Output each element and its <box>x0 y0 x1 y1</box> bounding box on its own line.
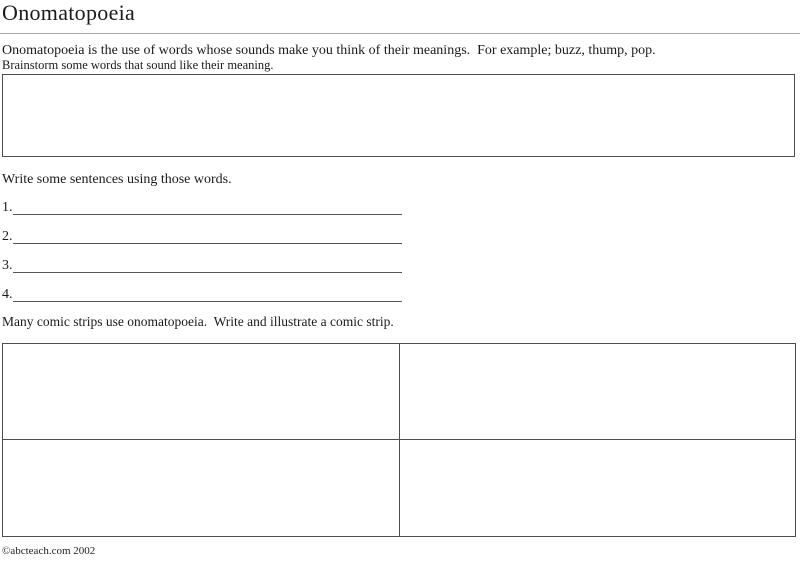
brainstorm-prompt: Brainstorm some words that sound like their meaning. <box>2 58 274 72</box>
sentence-number: 3. <box>2 258 13 273</box>
sentence-number: 1. <box>2 200 13 215</box>
brainstorm-box[interactable] <box>2 74 795 157</box>
comic-panel[interactable] <box>3 344 400 440</box>
comic-panel[interactable] <box>3 440 400 537</box>
sentences-prompt: Write some sentences using those words. <box>2 172 232 187</box>
page-title: Onomatopoeia <box>2 0 136 25</box>
sentence-row <box>2 258 402 273</box>
sentence-writing-line[interactable] <box>13 229 402 244</box>
comic-panel[interactable] <box>400 440 796 537</box>
comic-panel[interactable] <box>400 344 796 440</box>
sentence-writing-line[interactable] <box>13 200 402 215</box>
sentence-row <box>2 229 402 244</box>
sentence-number: 4. <box>2 287 13 302</box>
sentence-writing-line[interactable] <box>13 287 402 302</box>
copyright-text: ©abcteach.com 2002 <box>2 545 96 557</box>
comic-strip-grid <box>2 343 796 537</box>
sentence-row <box>2 200 402 215</box>
sentence-row <box>2 287 402 302</box>
comic-prompt: Many comic strips use onomatopoeia. Write and illustrate a comic strip. <box>2 314 394 329</box>
sentence-number: 2. <box>2 229 13 244</box>
title-divider <box>0 33 800 34</box>
definition-text: Onomatopoeia is the use of words whose sounds make you think of their meanings. For example; buzz, thump, pop. <box>2 43 656 58</box>
sentence-writing-line[interactable] <box>13 258 402 273</box>
